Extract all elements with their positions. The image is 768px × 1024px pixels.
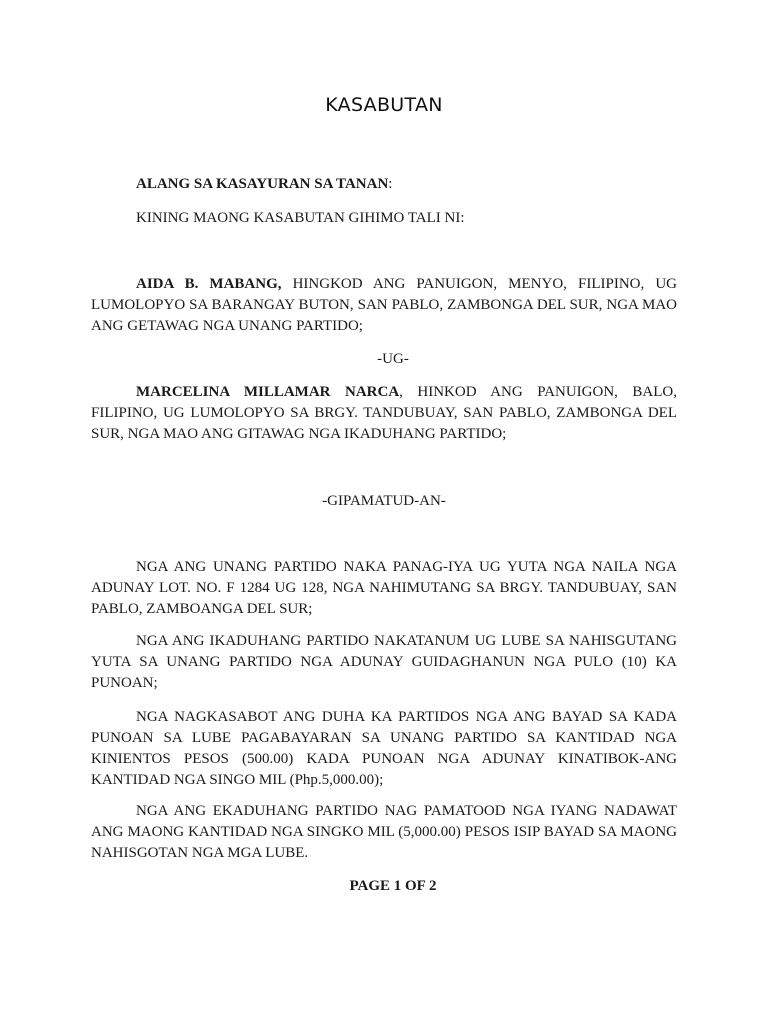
party2-text: , HINKOD ANG PANUIGON, BALO, FILIPINO, UG LUMOLOPYO SA BRGY. TANDUBUAY, SAN PABLO, ZAMBONGA DEL SUR, NGA MAO ANG GITAWAG NGA IKADUHANG PARTIDO; — [91, 384, 677, 442]
section-heading: -GIPAMATUD-AN- — [322, 493, 446, 509]
intro-line: KINING MAONG KASABUTAN GIHIMO TALI NI: — [136, 210, 465, 226]
party1-text: HINGKOD ANG PANUIGON, MENYO, FILIPINO, UG LUMOLOPYO SA BARANGAY BUTON, SAN PABLO, ZAMBONGA DEL SUR, NGA MAO ANG GETAWAG NGA UNANG PARTIDO; — [91, 276, 677, 334]
separator-ug: -UG- — [377, 351, 409, 367]
salutation-bold: ALANG SA KASAYURAN SA TANAN — [136, 176, 389, 192]
salutation — [136, 174, 696, 195]
clause-paragraph: NGA NAGKASABOT ANG DUHA KA PARTIDOS NGA ANG BAYAD SA KADA PUNOAN SA LUBE PAGABAYARAN SA UNANG PARTIDO SA KANTIDAD NGA KINIENTOS PESOS (500.00) KADA PUNOAN NGA ADUNAY KINATIBOK-ANG KANTIDAD NGA SINGO MIL (Php.5,000.00); — [91, 709, 677, 788]
party2-paragraph — [91, 382, 677, 445]
document-title: KASABUTAN — [325, 94, 443, 116]
party1-paragraph — [91, 274, 677, 337]
clause-paragraph: NGA ANG UNANG PARTIDO NAKA PANAG-IYA UG YUTA NGA NAILA NGA ADUNAY LOT. NO. F 1284 UG 128, NGA NAHIMUTANG SA BRGY. TANDUBUAY, SAN PABLO, ZAMBOANGA DEL SUR; — [91, 559, 677, 617]
party2-name: MARCELINA MILLAMAR NARCA — [136, 384, 400, 400]
clause-paragraph: NGA ANG IKADUHANG PARTIDO NAKATANUM UG LUBE SA NAHISGUTANG YUTA SA UNANG PARTIDO NGA ADUNAY GUIDAGHANUN NGA PULO (10) KA PUNOAN; — [91, 633, 677, 691]
salutation-tail: : — [388, 176, 393, 192]
party1-name: AIDA B. MABANG, — [136, 276, 282, 292]
clause-paragraph: NGA ANG EKADUHANG PARTIDO NAG PAMATOOD NGA IYANG NADAWAT ANG MAONG KANTIDAD NGA SINGKO MIL (5,000.00) PESOS ISIP BAYAD SA MAONG NAHISGOTAN NGA MGA LUBE. — [91, 803, 677, 861]
page-number-label: PAGE 1 OF 2 — [349, 878, 437, 894]
